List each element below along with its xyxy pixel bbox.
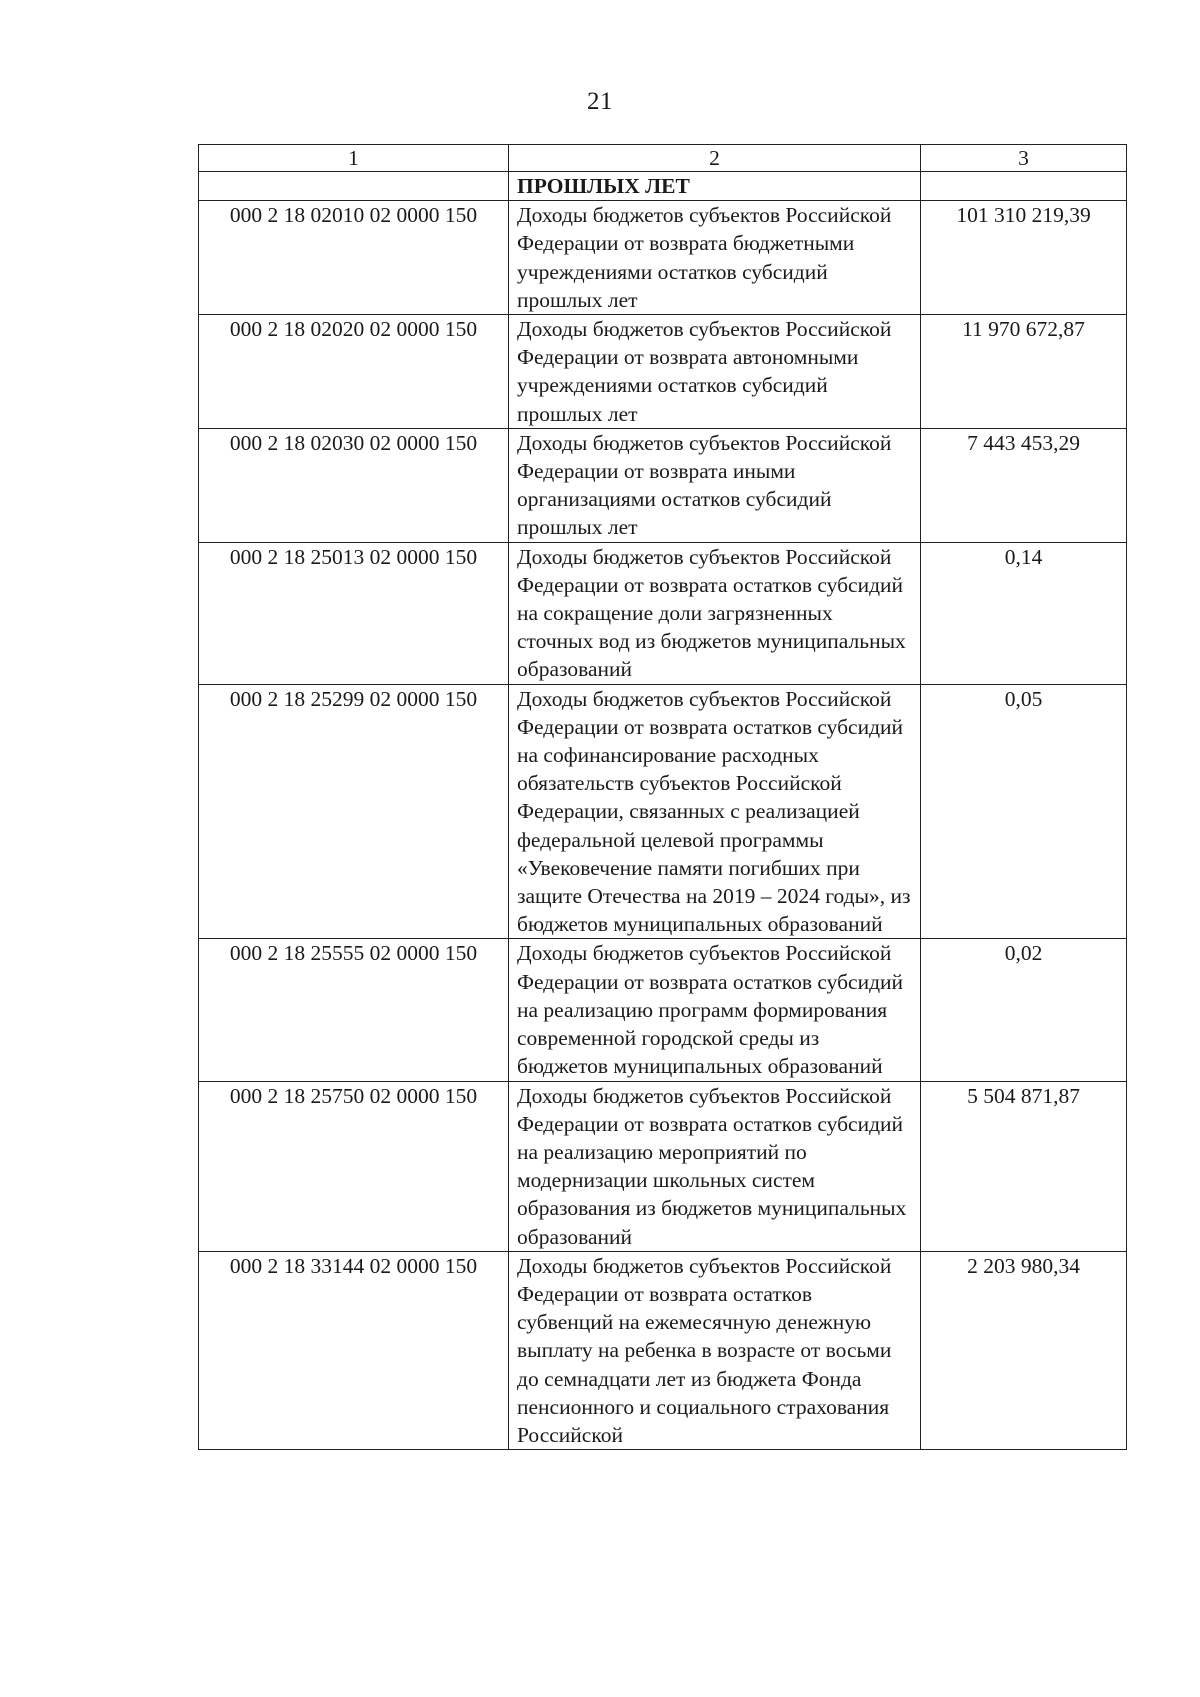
section-heading-continuation: ПРОШЛЫХ ЛЕТ — [509, 172, 921, 201]
classification-code: 000 2 18 25013 02 0000 150 — [199, 542, 509, 684]
revenue-description: Доходы бюджетов субъектов Российской Федерации от возврата остатков субсидий на реализацию программ формирования современной городской среды из бюджетов муниципальных образований — [509, 939, 921, 1081]
revenue-description: Доходы бюджетов субъектов Российской Федерации от возврата остатков субсидий на реализацию мероприятий по модернизации школьных систем образования из бюджетов муниципальных образований — [509, 1081, 921, 1251]
classification-code: 000 2 18 25750 02 0000 150 — [199, 1081, 509, 1251]
classification-code: 000 2 18 25555 02 0000 150 — [199, 939, 509, 1081]
revenue-amount: 5 504 871,87 — [921, 1081, 1127, 1251]
table-row — [199, 315, 1127, 429]
column-number-1: 1 — [199, 145, 509, 172]
revenue-amount: 2 203 980,34 — [921, 1251, 1127, 1449]
revenue-amount: 11 970 672,87 — [921, 315, 1127, 429]
budget-revenue-table — [198, 144, 1127, 1450]
page-number: 21 — [587, 88, 613, 115]
revenue-amount: 0,05 — [921, 684, 1127, 939]
column-number-2: 2 — [509, 145, 921, 172]
table-row — [199, 542, 1127, 684]
classification-code: 000 2 18 33144 02 0000 150 — [199, 1251, 509, 1449]
revenue-description: Доходы бюджетов субъектов Российской Федерации от возврата бюджетными учреждениями остатков субсидий прошлых лет — [509, 201, 921, 315]
table-row — [199, 939, 1127, 1081]
revenue-description: Доходы бюджетов субъектов Российской Федерации от возврата остатков субвенций на ежемесячную денежную выплату на ребенка в возрасте от восьми до семнадцати лет из бюджета Фонда пенсионного и социального страхования Российской — [509, 1251, 921, 1449]
column-number-3: 3 — [921, 145, 1127, 172]
table-row — [199, 428, 1127, 542]
revenue-amount: 7 443 453,29 — [921, 428, 1127, 542]
table-row — [199, 1081, 1127, 1251]
revenue-amount: 0,02 — [921, 939, 1127, 1081]
column-number-header-row — [199, 145, 1127, 172]
classification-code: 000 2 18 02030 02 0000 150 — [199, 428, 509, 542]
table-row — [199, 684, 1127, 939]
revenue-description: Доходы бюджетов субъектов Российской Федерации от возврата автономными учреждениями остатков субсидий прошлых лет — [509, 315, 921, 429]
classification-code: 000 2 18 02010 02 0000 150 — [199, 201, 509, 315]
revenue-amount: 0,14 — [921, 542, 1127, 684]
revenue-description: Доходы бюджетов субъектов Российской Федерации от возврата остатков субсидий на сокращение доли загрязненных сточных вод из бюджетов муниципальных образований — [509, 542, 921, 684]
table-row — [199, 1251, 1127, 1449]
revenue-amount: 101 310 219,39 — [921, 201, 1127, 315]
revenue-description: Доходы бюджетов субъектов Российской Федерации от возврата иными организациями остатков субсидий прошлых лет — [509, 428, 921, 542]
table-row — [199, 201, 1127, 315]
empty-cell — [921, 172, 1127, 201]
classification-code: 000 2 18 25299 02 0000 150 — [199, 684, 509, 939]
classification-code: 000 2 18 02020 02 0000 150 — [199, 315, 509, 429]
continuation-heading-row — [199, 172, 1127, 201]
empty-cell — [199, 172, 509, 201]
revenue-description: Доходы бюджетов субъектов Российской Федерации от возврата остатков субсидий на софинансирование расходных обязательств субъектов Российской Федерации, связанных с реализацией федеральной целевой программы «Увековечение памяти погибших при защите Отечества на 2019 – 2024 годы», из бюджетов муниципальных образований — [509, 684, 921, 939]
